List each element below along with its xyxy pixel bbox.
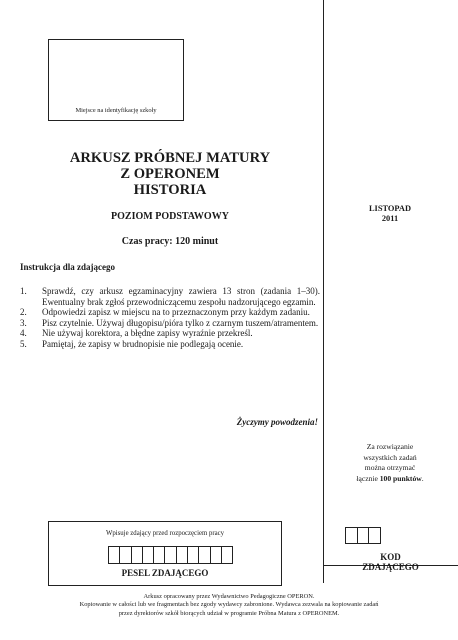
exam-title-line-1: ARKUSZ PRÓBNEJ MATURY	[69, 150, 271, 166]
kod-input[interactable]	[346, 527, 381, 544]
instruction-item: 3. Pisz czytelnie. Używaj długopisu/pióra tylko z czarnym tuszem/atramentem.	[20, 317, 319, 328]
instructions-list	[20, 286, 320, 350]
exam-date: LISTOPAD 2011	[368, 204, 412, 223]
pesel-box	[48, 521, 282, 586]
pesel-input[interactable]	[109, 546, 233, 564]
instruction-item: 4. Nie używaj korektora, a błędne zapisy wyraźnie przekreśl.	[20, 328, 253, 339]
total-points: 100 punktów	[379, 473, 422, 483]
kod-digit-cell[interactable]	[368, 527, 381, 544]
instruction-item: 2. Odpowiedzi zapisz w miejscu na to przeznaczonym przy każdym zadaniu.	[20, 307, 310, 318]
footer: Arkusz opracowany przez Wydawnictwo Pedagogiczne OPERON. Kopiowanie w całości lub we fragmentach bez zgody wydawcy zabronione. Wydawca zezwala na kopiowanie zadań przez dyrektorów szkół biorących udział w programie Próbna Matura z OPERONEM.	[79, 593, 379, 617]
points-info: Za rozwiązanie wszystkich zadań można otrzymać łącznie 100 punktów.	[356, 442, 424, 483]
exam-subject: HISTORIA	[133, 182, 207, 198]
pesel-caption: PESEL ZDAJĄCEGO	[121, 568, 209, 578]
instruction-item: 1. Sprawdź, czy arkusz egzaminacyjny zawiera 13 stron (zadania 1–30). Ewentualny brak zgłoś przewodniczącemu zespołu nadzorującego egzamin.	[20, 286, 320, 307]
instruction-item: 5. Pamiętaj, że zapisy w brudnopisie nie podlegają ocenie.	[20, 338, 244, 349]
school-id-label: Miejsce na identyfikację szkoły	[75, 107, 157, 114]
good-luck-message: Życzymy powodzenia!	[236, 417, 318, 427]
exam-title-line-2: Z OPERONEM	[120, 166, 220, 182]
vertical-divider	[323, 0, 324, 583]
exam-time: Czas pracy: 120 minut	[121, 236, 219, 247]
pesel-digit-cell[interactable]	[221, 546, 233, 564]
instructions-heading: Instrukcja dla zdającego	[20, 262, 115, 272]
exam-level: POZIOM PODSTAWOWY	[111, 211, 229, 222]
pesel-instruction: Wpisuje zdający przed rozpoczęciem pracy	[105, 530, 225, 537]
school-id-box[interactable]	[48, 39, 184, 121]
kod-caption: KOD ZDAJĄCEGO	[362, 552, 419, 572]
